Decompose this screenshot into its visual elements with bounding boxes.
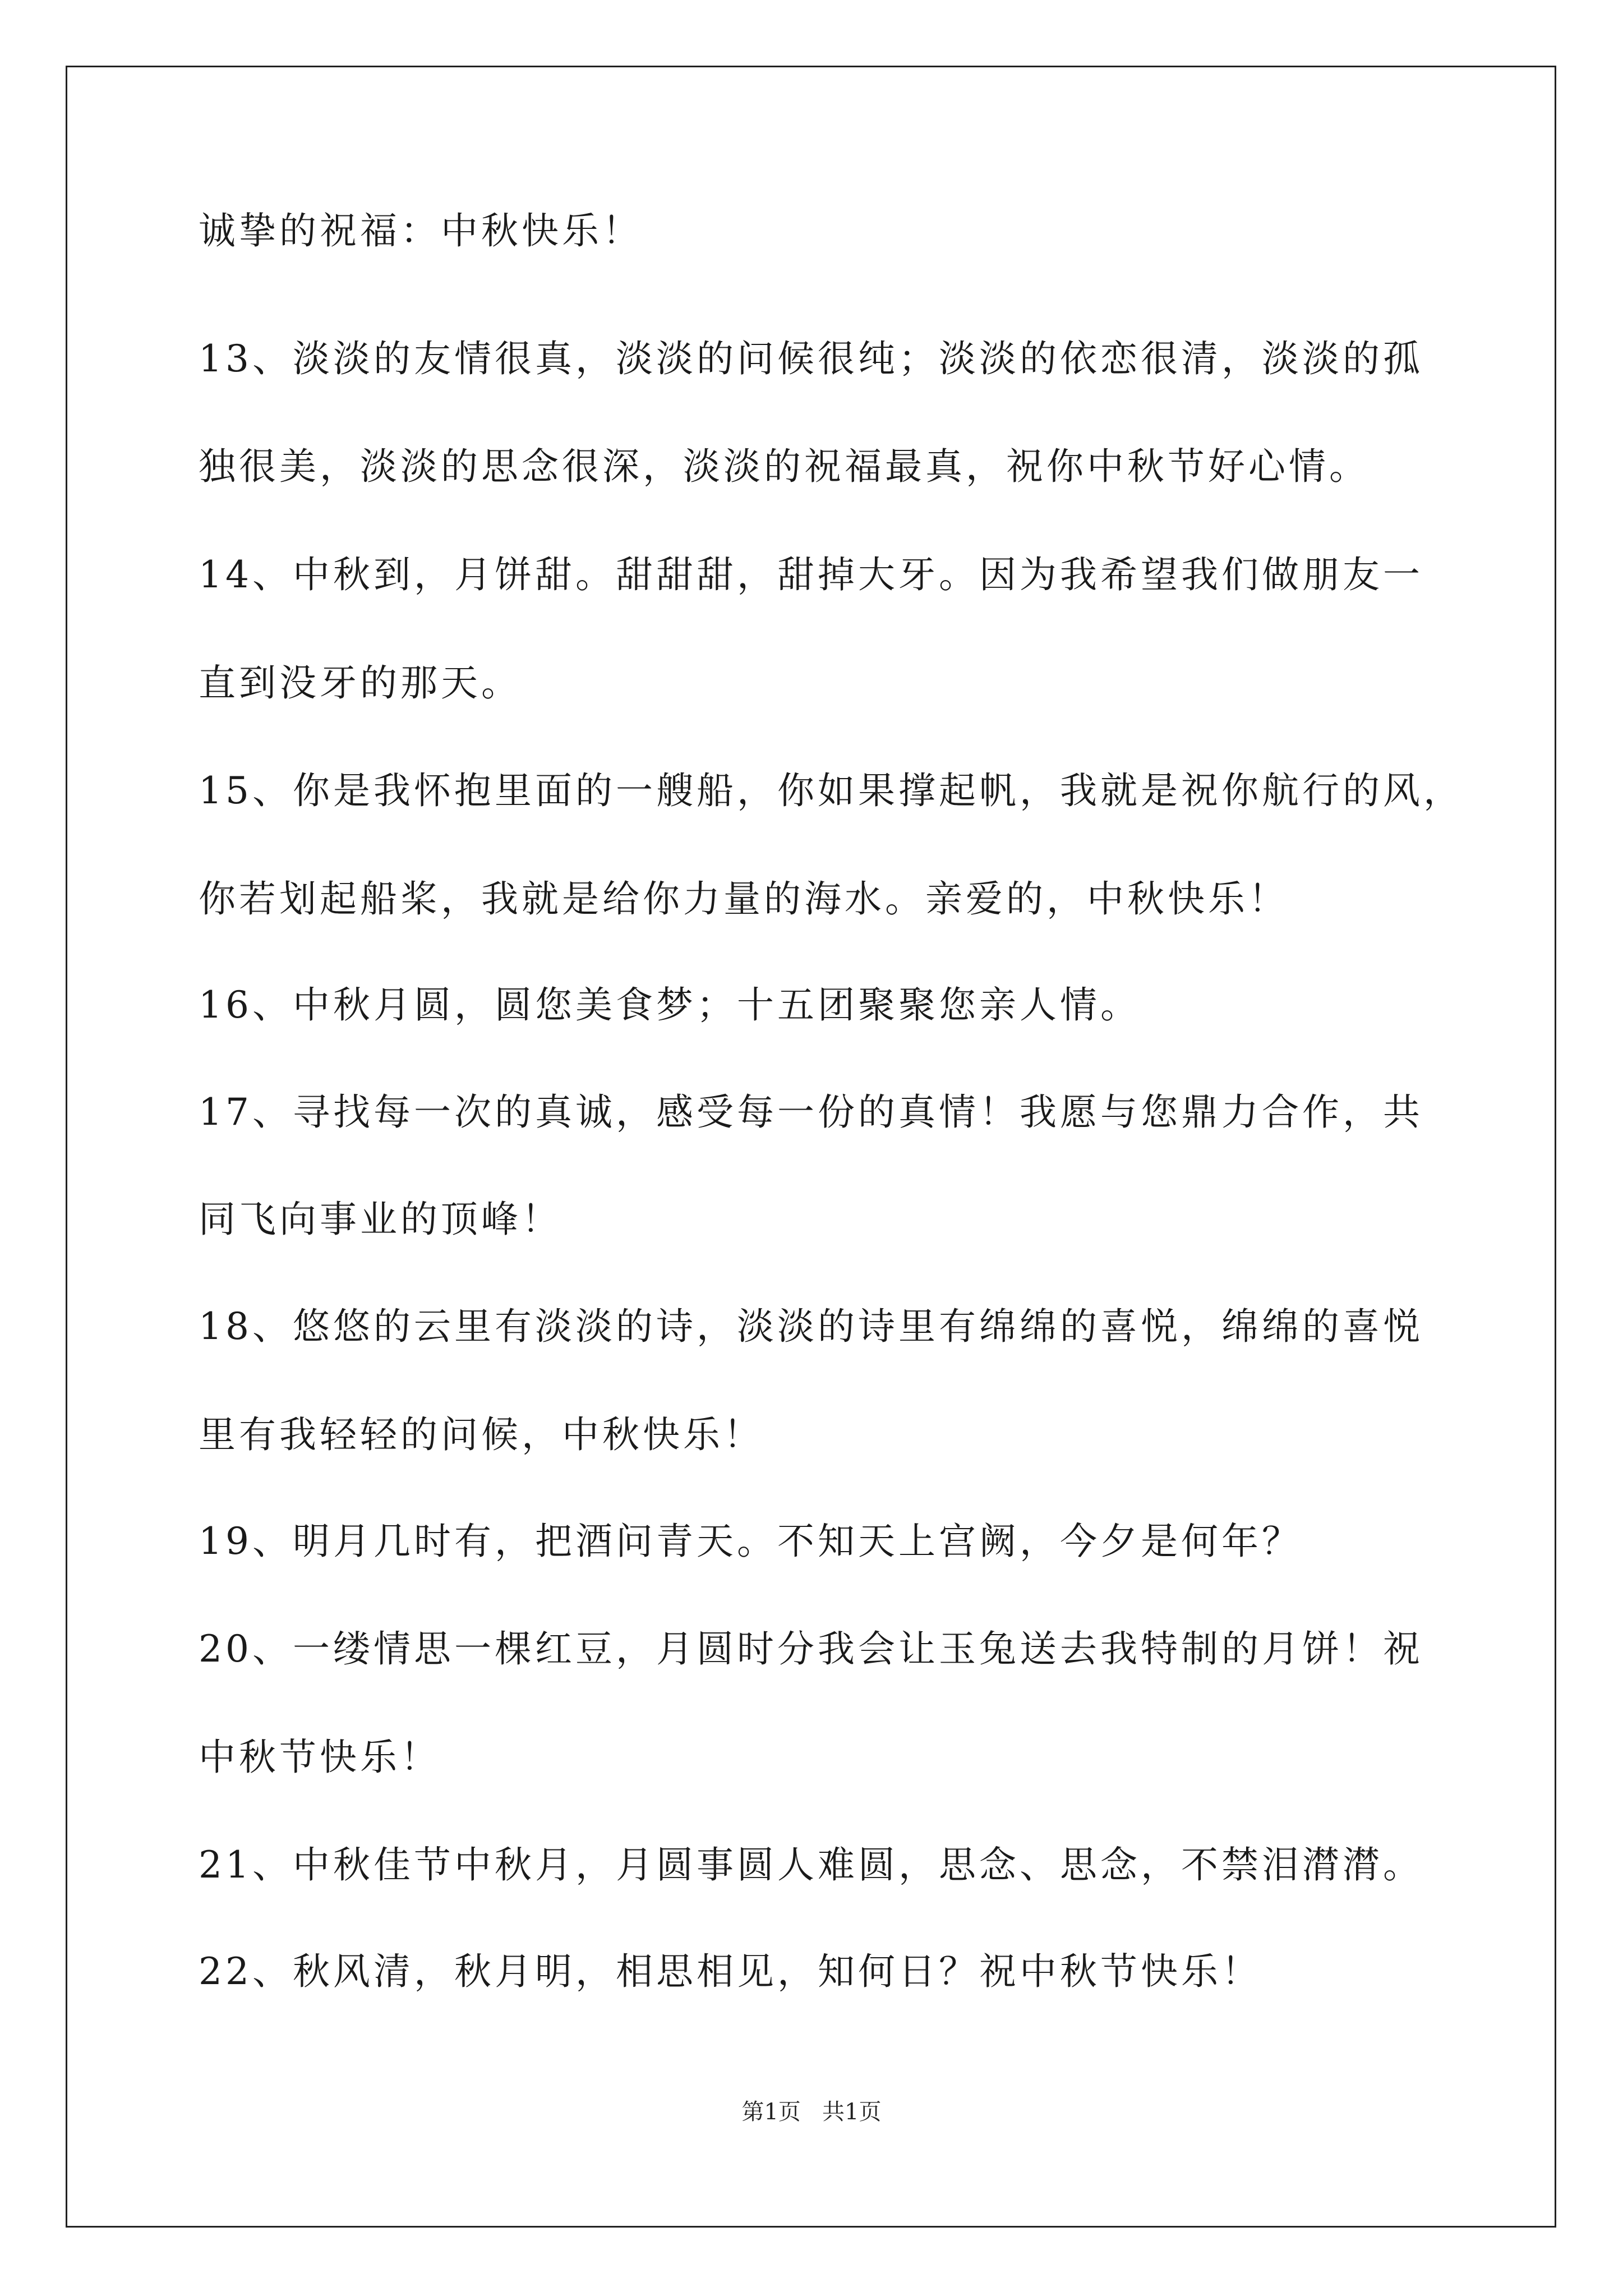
text-line: 14、中秋到，月饼甜。甜甜甜，甜掉大牙。因为我希望我们做朋友一: [199, 553, 1423, 596]
text-line: 15、你是我怀抱里面的一艘船，你如果撑起帆，我就是祝你航行的风，: [199, 769, 1464, 812]
text-line: 16、中秋月圆，圆您美食梦；十五团聚聚您亲人情。: [199, 983, 1141, 1027]
text-line: 13、淡淡的友情很真，淡淡的问候很纯；淡淡的依恋很清，淡淡的孤: [199, 337, 1423, 380]
text-line: 直到没牙的那天。: [199, 661, 522, 705]
text-line: 你若划起船桨，我就是给你力量的海水。亲爱的，中秋快乐！: [199, 877, 1289, 921]
text-line: 独很美，淡淡的思念很深，淡淡的祝福最真，祝你中秋节好心情。: [199, 445, 1370, 488]
text-line: 19、明月几时有，把酒问青天。不知天上宫阙，今夕是何年？: [199, 1520, 1302, 1563]
text-line: 诚挚的祝福：中秋快乐！: [199, 209, 643, 252]
text-line: 里有我轻轻的问候，中秋快乐！: [199, 1413, 764, 1456]
text-line: 17、寻找每一次的真诚，感受每一份的真情！我愿与您鼎力合作，共: [199, 1091, 1423, 1134]
text-line: 同飞向事业的顶峰！: [199, 1198, 562, 1241]
text-line: 中秋节快乐！: [199, 1736, 441, 1779]
page-border: [66, 66, 1556, 2228]
text-line: 18、悠悠的云里有淡淡的诗，淡淡的诗里有绵绵的喜悦，绵绵的喜悦: [199, 1305, 1423, 1348]
page-number-footer: 第1页 共1页: [741, 2099, 882, 2125]
text-line: 22、秋风清，秋月明，相思相见，知何日？祝中秋节快乐！: [199, 1950, 1262, 1993]
text-line: 21、中秋佳节中秋月，月圆事圆人难圆，思念、思念，不禁泪潸潸。: [199, 1843, 1423, 1887]
text-line: 20、一缕情思一棵红豆，月圆时分我会让玉兔送去我特制的月饼！祝: [199, 1627, 1423, 1671]
